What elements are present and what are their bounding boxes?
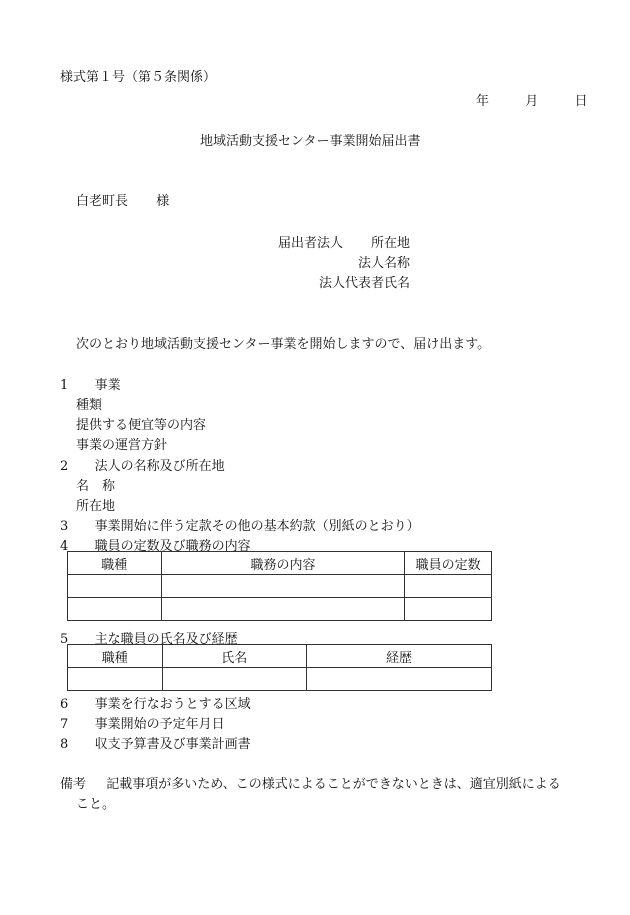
key-staff-table-header-name: 氏名 bbox=[162, 645, 306, 668]
table-cell[interactable] bbox=[68, 575, 162, 598]
item-3 bbox=[60, 515, 420, 534]
staff-table-header-quota: 職員の定数 bbox=[405, 552, 492, 575]
item-4-number: 4 bbox=[60, 539, 69, 554]
item-6 bbox=[60, 693, 251, 712]
date-line bbox=[476, 90, 588, 109]
item-5-label: 主な職員の氏名及び経歴 bbox=[94, 632, 238, 647]
date-month: 月 bbox=[525, 94, 539, 109]
remarks bbox=[60, 773, 561, 792]
item-7-number: 7 bbox=[60, 717, 69, 732]
applicant-prefix: 届出者法人 bbox=[278, 236, 344, 251]
item-1 bbox=[60, 374, 121, 393]
item-8-number: 8 bbox=[60, 737, 69, 752]
item-2-number: 2 bbox=[60, 459, 69, 474]
table-row bbox=[68, 668, 492, 691]
item-1-label: 事業 bbox=[94, 378, 121, 393]
key-staff-table-header-career: 経歴 bbox=[306, 645, 491, 668]
item-1-sub-3: 事業の運営方針 bbox=[76, 438, 168, 453]
item-7 bbox=[60, 713, 225, 732]
item-2-label: 法人の名称及び所在地 bbox=[94, 459, 225, 474]
item-2 bbox=[60, 455, 225, 474]
item-8 bbox=[60, 733, 251, 752]
item-3-number: 3 bbox=[60, 519, 69, 534]
staff-table-header-duties: 職務の内容 bbox=[161, 552, 405, 575]
table-cell[interactable] bbox=[161, 598, 405, 621]
addressee-name: 白老町長 bbox=[76, 194, 129, 209]
remarks-text-1: 記載事項が多いため、この様式によることができないときは、適宜別紙による bbox=[106, 777, 561, 792]
item-6-label: 事業を行なおうとする区域 bbox=[94, 697, 251, 712]
date-day: 日 bbox=[574, 94, 588, 109]
key-staff-table bbox=[67, 644, 492, 691]
item-6-number: 6 bbox=[60, 697, 69, 712]
item-2-sub-2: 所在地 bbox=[76, 499, 116, 514]
table-cell[interactable] bbox=[162, 668, 306, 691]
item-5-number: 5 bbox=[60, 632, 69, 647]
addressee-honorific: 様 bbox=[156, 194, 170, 209]
applicant-address-label: 所在地 bbox=[371, 236, 411, 251]
form-label: 様式第１号（第５条関係） bbox=[60, 70, 217, 85]
addressee bbox=[76, 190, 169, 209]
item-4-label: 職員の定数及び職務の内容 bbox=[94, 539, 251, 554]
item-1-sub-2: 提供する便宜等の内容 bbox=[76, 418, 207, 433]
item-8-label: 収支予算書及び事業計画書 bbox=[94, 737, 251, 752]
item-3-label: 事業開始に伴う定款その他の基本約款（別紙のとおり） bbox=[94, 519, 420, 534]
key-staff-table-header-job: 職種 bbox=[68, 645, 163, 668]
staff-table-header-job: 職種 bbox=[68, 552, 162, 575]
table-cell[interactable] bbox=[405, 598, 492, 621]
item-2-sub-1: 名 称 bbox=[76, 479, 116, 494]
table-row bbox=[68, 575, 492, 598]
staff-table bbox=[67, 551, 492, 621]
table-cell[interactable] bbox=[306, 668, 491, 691]
document-title: 地域活動支援センター事業開始届出書 bbox=[200, 134, 421, 149]
table-cell[interactable] bbox=[405, 575, 492, 598]
applicant-corp-name-label: 法人名称 bbox=[358, 256, 411, 271]
item-7-label: 事業開始の予定年月日 bbox=[94, 717, 225, 732]
applicant-rep-label: 法人代表者氏名 bbox=[319, 276, 411, 291]
remarks-text-2: こと。 bbox=[76, 797, 116, 812]
table-cell[interactable] bbox=[68, 668, 163, 691]
intro-text: 次のとおり地域活動支援センター事業を開始しますので、届け出ます。 bbox=[76, 337, 491, 352]
remarks-label: 備考 bbox=[60, 777, 87, 792]
table-row bbox=[68, 598, 492, 621]
date-year: 年 bbox=[476, 94, 490, 109]
item-1-sub-1: 種類 bbox=[76, 398, 103, 413]
item-1-number: 1 bbox=[60, 378, 69, 393]
table-cell[interactable] bbox=[161, 575, 405, 598]
table-cell[interactable] bbox=[68, 598, 162, 621]
